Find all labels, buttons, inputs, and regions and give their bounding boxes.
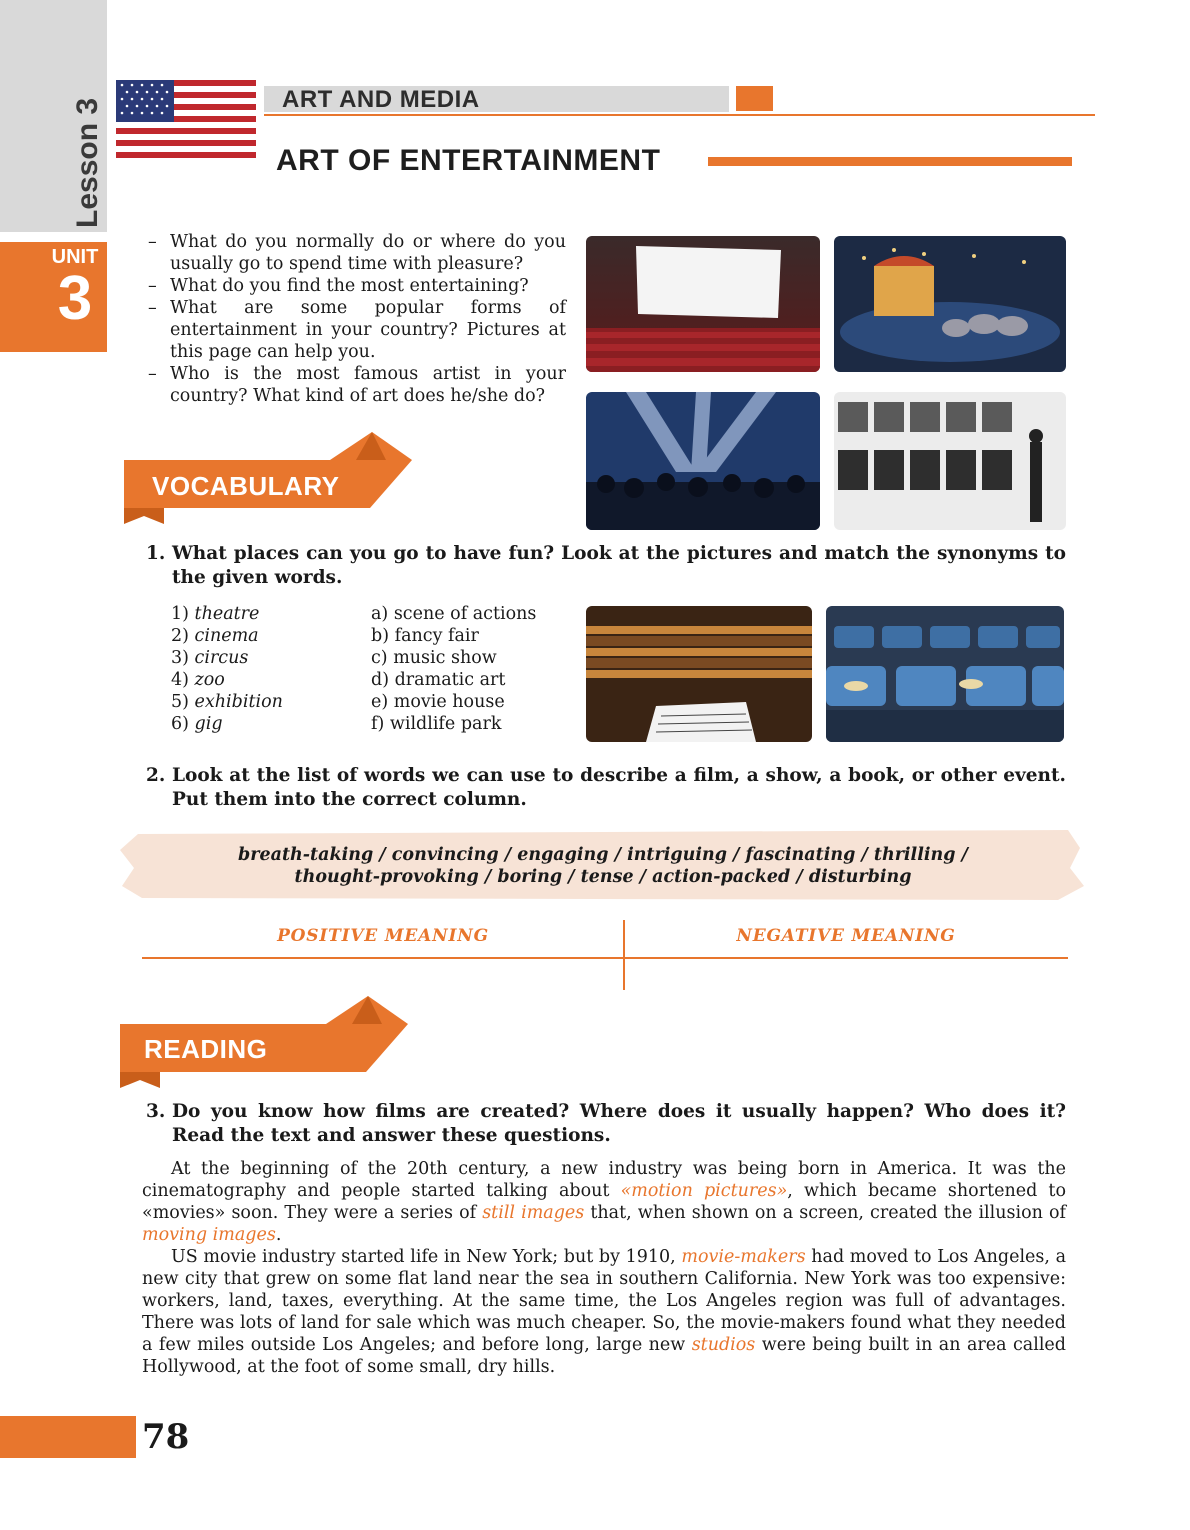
list-item: a) scene of actions: [371, 604, 537, 624]
cinema-hall-photo: [586, 236, 820, 372]
keyword: «motion pictures»: [620, 1181, 788, 1201]
page-number: 78: [142, 1417, 190, 1457]
topic-title: ART AND MEDIA: [282, 86, 480, 113]
task-number: 2.: [146, 765, 166, 786]
question-item: – What do you find the most entertaining?: [148, 276, 529, 296]
column-positive: POSITIVE MEANING: [277, 926, 489, 946]
question-item: – Who is the most famous artist in your country? What kind of art does he/she do?: [148, 364, 566, 406]
list-item: d) dramatic art: [371, 670, 506, 690]
descriptive-words: [140, 844, 1066, 888]
list-item: 4) zoo: [171, 670, 225, 690]
word-list: [171, 603, 361, 735]
paragraph: US movie industry started life in New York; but by 1910, movie-makers had moved to Los Angeles, a new city that grew on some flat land near the sea in southern California. New York was too expensive: workers, land, taxes, everything. At the same time, the Los Angeles region was full of advantages. There was lots of land for sale which was much cheaper. So, the movie-makers found what they needed a few miles outside Los Angeles; and before long, large new studios were being built in an area called Hollywood, at the foot of some small, dry hills.: [142, 1247, 1067, 1377]
list-item: 6) gig: [171, 714, 223, 734]
list-item: c) music show: [371, 648, 497, 668]
words-line: thought-provoking / boring / tense / action-packed / disturbing: [294, 867, 912, 887]
keyword: movie-makers: [681, 1247, 806, 1267]
task-text: Look at the list of words we can use to describe a film, a show, a book, or other event. Put them into the correct column.: [172, 765, 1066, 810]
intro-questions: [146, 231, 566, 407]
unit-word: UNIT: [51, 246, 99, 268]
us-flag-image: [116, 80, 256, 158]
question-item: – What do you normally do or where do you usually go to spend time with pleasure?: [148, 232, 566, 274]
topic-square: [736, 86, 773, 111]
question-item: – What are some popular forms of entertainment in your country? Pictures at this page can help you.: [148, 298, 566, 362]
keyword: still images: [482, 1203, 585, 1223]
list-item: e) movie house: [371, 692, 505, 712]
keyword: studios: [691, 1335, 756, 1355]
table-column-divider: [623, 920, 625, 990]
list-item: 3) circus: [171, 648, 249, 668]
circus-photo: [834, 236, 1066, 372]
reading-text: [142, 1158, 1066, 1378]
list-item: f) wildlife park: [371, 714, 502, 734]
page-title: ART OF ENTERTAINMENT: [276, 144, 661, 177]
footer-bar: [0, 1416, 136, 1458]
task-1: [146, 542, 1066, 590]
task-3: [146, 1100, 1066, 1148]
task-number: 1.: [146, 543, 166, 564]
list-item: 1) theatre: [171, 604, 260, 624]
lesson-label: Lesson 3: [71, 97, 104, 228]
words-line: breath-taking / convincing / engaging / intriguing / fascinating / thrilling /: [238, 845, 968, 865]
vocabulary-ribbon: [120, 430, 420, 525]
exhibition-photo: [834, 392, 1066, 530]
table-divider: [142, 957, 1068, 959]
title-accent-bar: [708, 157, 1072, 166]
reading-ribbon: [116, 994, 416, 1089]
reading-label: READING: [144, 1034, 268, 1064]
synonym-list: [371, 603, 571, 735]
vocabulary-label: VOCABULARY: [152, 471, 340, 501]
list-item: 5) exhibition: [171, 692, 283, 712]
topic-divider: [264, 114, 1095, 116]
list-item: b) fancy fair: [371, 626, 479, 646]
column-negative: NEGATIVE MEANING: [736, 926, 956, 946]
concert-photo: [586, 392, 820, 530]
unit-number: 3: [57, 264, 93, 333]
task-text: What places can you go to have fun? Look at the pictures and match the synonyms to the given words.: [172, 543, 1066, 588]
theatre-photo: [586, 606, 812, 742]
list-item: 2) cinema: [171, 626, 259, 646]
paragraph: At the beginning of the 20th century, a new industry was being born in America. It was the cinematography and people started talking about «motion pictures», which became shortened to «movies» soon. They were a series of still images that, when shown on a screen, created the illusion of moving images.: [142, 1159, 1066, 1245]
task-2: [146, 764, 1066, 812]
task-text: Do you know how films are created? Where does it usually happen? Who does it? Read the text and answer these questions.: [172, 1101, 1066, 1146]
unit-tab: [0, 242, 107, 352]
task-number: 3.: [146, 1101, 166, 1122]
cinema-seats-photo: [826, 606, 1064, 742]
keyword: moving images: [142, 1225, 276, 1245]
